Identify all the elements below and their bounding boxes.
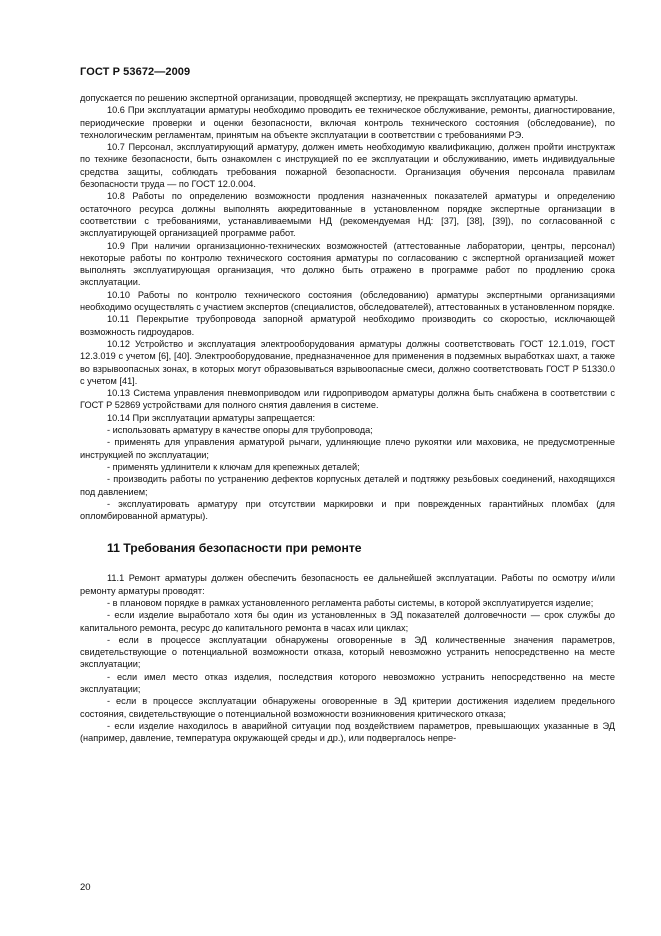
document-body — [80, 92, 615, 745]
section-11-text — [80, 572, 615, 744]
paragraph: 10.7 Персонал, эксплуатирующий арматуру, должен иметь необходимую квалификацию, должен пройти инструктаж по технике безопасности, быть ознакомлен с инструкцией по ее эксплуатации и обслуживанию, иметь индивидуальные средства защиты, соблюдать требования пожарной безопасности. Организация обучения персонала правилам безопасности труда — по ГОСТ 12.0.004. — [80, 142, 615, 190]
paragraph: 10.9 При наличии организационно-технических возможностей (аттестованные лаборатории, центры, персонал) некоторые работы по контролю технического состояния арматуры по согласованию с экспертной организацией может выполнять эксплуатирующая организация, что должно быть отражено в программе работ по продлению срока эксплуатации. — [80, 240, 615, 288]
paragraph: допускается по решению экспертной организации, проводящей экспертизу, не прекращать эксплуатацию арматуры. — [80, 93, 578, 103]
paragraph: 10.13 Система управления пневмоприводом или гидроприводом арматуры должна быть снабжена в соответствии с ГОСТ Р 52869 устройствами для полного снятия давления в системе. — [80, 388, 615, 411]
paragraph: 10.14 При эксплуатации арматуры запрещается: — [107, 412, 316, 423]
paragraph: 10.6 При эксплуатации арматуры необходимо проводить ее техническое обслуживание, ремонты, диагностирование, периодические проверки и оценки безопасности, включая контроль технического состояния (обследование), по технологическим регламентам, принятым на объекте эксплуатации в соответствии с требованиями РЭ. — [80, 105, 615, 140]
paragraph: - если в процессе эксплуатации обнаружены оговоренные в ЭД критерии достижения изделием предельного состояния, свидетельствующие о потенциальной возможности возникновения критического отказа; — [80, 696, 615, 719]
paragraph: 10.12 Устройство и эксплуатация электрооборудования арматуры должны соответствовать ГОСТ 12.1.019, ГОСТ 12.3.019 с учетом [6], [40]. Электрооборудование, предназначенное для применения в подземных выработках шахт, а также во взрывоопасных зонах, в которых могут образовываться взрывоопасные смеси, должно соответствовать ГОСТ Р 51330.0 с учетом [41]. — [80, 338, 615, 386]
paragraph: 10.10 Работы по контролю технического состояния (обследованию) арматуры экспертными организациями необходимо осуществлять с участием экспертов (специалистов, обследователей), аттестованных в установленном порядке. — [80, 289, 615, 313]
section-heading: 11 Требования безопасности при ремонте — [107, 541, 362, 556]
paragraph: - если в процессе эксплуатации обнаружены оговоренные в ЭД количественные значения параметров, свидетельствующие о потенциальной возможности отказа, который невозможно устранить непосредственно на месте эксплуатации; — [80, 634, 615, 670]
paragraph: 11.1 Ремонт арматуры должен обеспечить безопасность ее дальнейшей эксплуатации. Работы по осмотру и/или ремонту арматуры проводят: — [80, 573, 615, 596]
paragraph: - применять для управления арматурой рычаги, удлиняющие плечо рукоятки или маховика, не предусмотренные инструкцией по эксплуатации; — [80, 437, 615, 460]
paragraph: 10.8 Работы по определению возможности продления назначенных показателей арматуры и определению остаточного ресурса должны выполнять аккредитованные в установленном порядке экспертные организации в соответствии с требованиями, устанавливаемыми НД (рекомендуемая НД: [37], [38], [39]), по согласованной с эксплуатирующей организацией программе работ. — [80, 191, 615, 239]
paragraph: - если изделие выработало хотя бы один из установленных в ЭД показателей долговечности — срок службы до капитального ремонта, ресурс до капитального ремонта в часах или циклах; — [80, 610, 615, 633]
paragraph: - применять удлинители к ключам для крепежных деталей; — [107, 461, 360, 472]
paragraph: 10.11 Перекрытие трубопровода запорной арматурой необходимо производить со скоростью, исключающей возможность гидроударов. — [80, 314, 615, 337]
paragraph: - если имел место отказ изделия, последствия которого невозможно устранить непосредственно на месте эксплуатации; — [80, 671, 615, 695]
paragraph: - использовать арматуру в качестве опоры для трубопровода; — [107, 425, 373, 436]
paragraph: - в плановом порядке в рамках установленного регламента работы системы, в которой эксплуатируется изделие; — [107, 597, 594, 608]
paragraph: - если изделие находилось в аварийной ситуации под воздействием параметров, превышающих указанные в ЭД (например, давление, температура окружающей среды и др.), или подвергалось непре- — [80, 720, 615, 744]
paragraph: - эксплуатировать арматуру при отсутствии маркировки и при поврежденных гарантийных пломбах (для опломбированной арматуры). — [80, 498, 615, 522]
section-10-text — [80, 92, 615, 522]
page-number: 20 — [80, 882, 91, 893]
paragraph: - производить работы по устранению дефектов корпусных деталей и подтяжку резьбовых соединений, находящихся под давлением; — [80, 474, 615, 497]
document-header: ГОСТ Р 53672—2009 — [80, 66, 191, 78]
